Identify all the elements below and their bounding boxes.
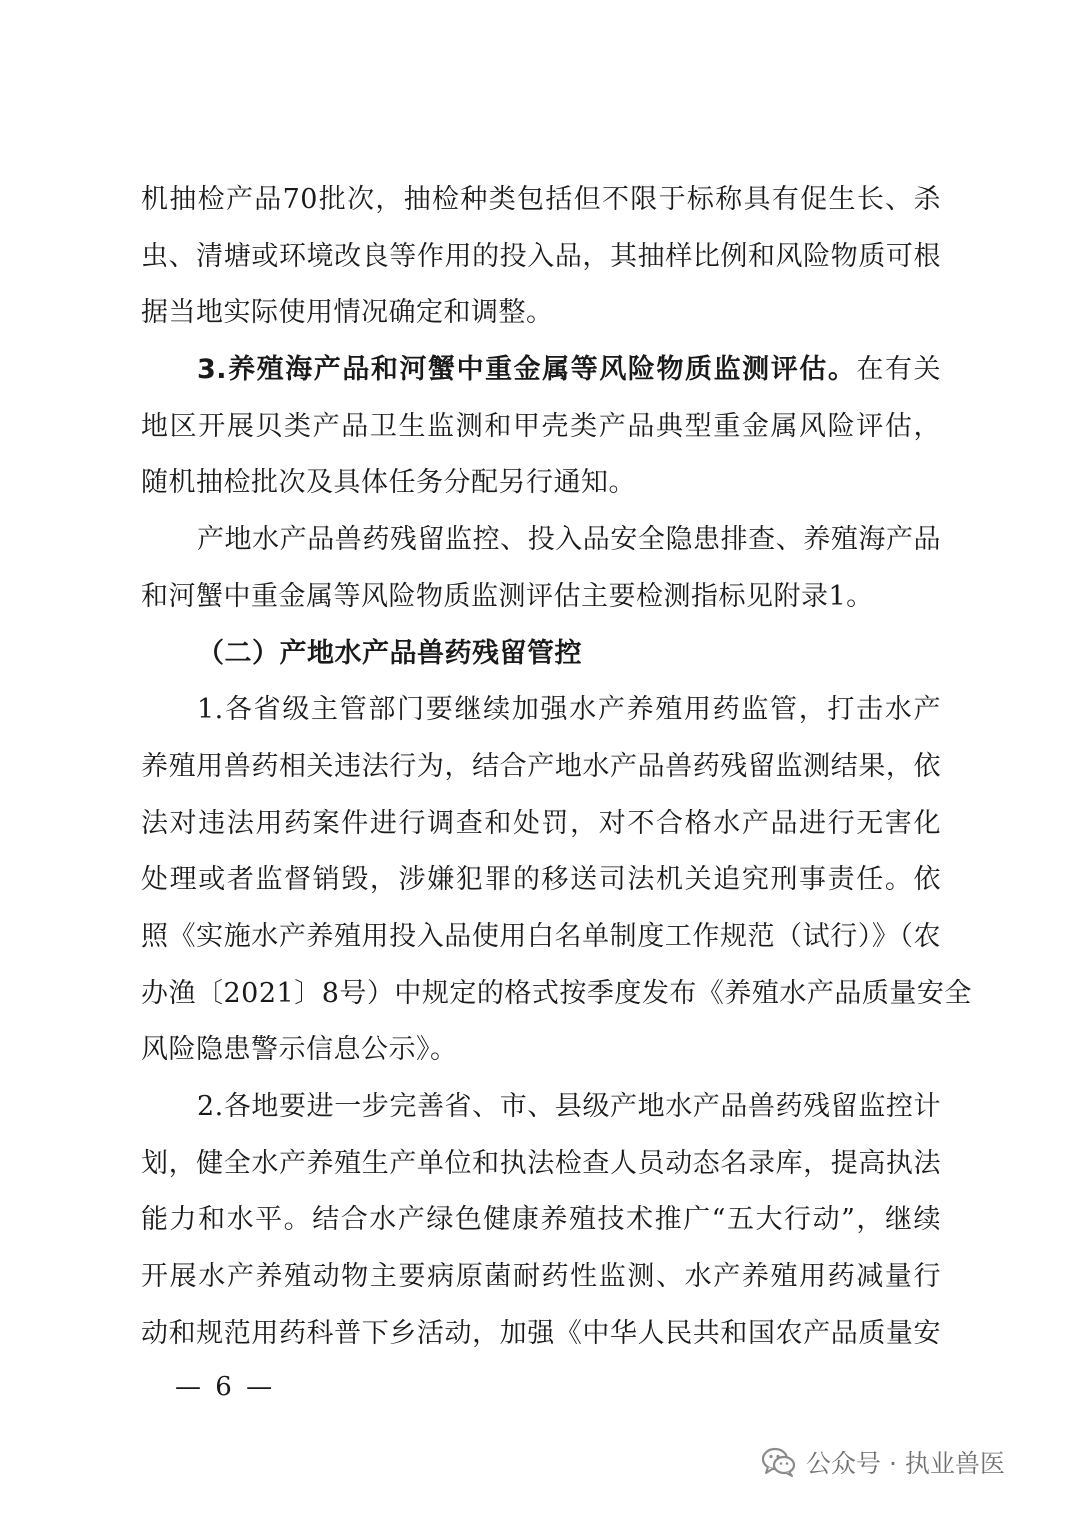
text-line: 产地水产品兽药残留监控、投入品安全隐患排查、养殖海产品 (197, 524, 941, 556)
text-line: 能力和水平。结合水产绿色健康养殖技术推广“五大行动”，继续 (141, 1204, 941, 1236)
text-line: 办渔〔2021〕8号）中规定的格式按季度发布《养殖水产品质量安全 (141, 977, 972, 1009)
text-line: 处理或者监督销毁，涉嫌犯罪的移送司法机关追究刑事责任。依 (141, 864, 941, 896)
text-line: 2.各地要进一步完善省、市、县级产地水产品兽药残留监控计 (197, 1091, 941, 1122)
section-heading: 3.养殖海产品和河蟹中重金属等风险物质监测评估。 (197, 354, 857, 386)
text-line: 地区开展贝类产品卫生监测和甲壳类产品典型重金属风险评估， (141, 410, 941, 442)
subsection-heading: （二）产地水产品兽药残留管控 (197, 637, 582, 669)
text-line: 动和规范用药科普下乡活动，加强《中华人民共和国农产品质量安 (141, 1317, 941, 1349)
text-line: 法对违法用药案件进行调查和处罚，对不合格水产品进行无害化 (141, 807, 941, 839)
watermark (762, 1440, 1005, 1484)
text-line: 开展水产养殖动物主要病原菌耐药性监测、水产养殖用药减量行 (141, 1261, 941, 1293)
text-line: 划，健全水产养殖生产单位和执法检查人员动态名录库，提高执法 (141, 1147, 941, 1179)
text-line: 养殖用兽药相关违法行为，结合产地水产品兽药残留监测结果，依 (141, 750, 941, 782)
text-line: 和河蟹中重金属等风险物质监测评估主要检测指标见附录1。 (141, 580, 874, 612)
text-line (141, 342, 941, 399)
text-line: 随机抽检批次及具体任务分配另行通知。 (141, 467, 636, 499)
wechat-icon (762, 1447, 796, 1477)
text-line: 虫、清塘或环境改良等作用的投入品，其抽样比例和风险物质可根 (141, 240, 941, 272)
page-number: — 6 — (175, 1372, 276, 1402)
document-body (141, 172, 972, 1362)
text-line: 机抽检产品70批次，抽检种类包括但不限于标称具有促生长、杀 (141, 184, 941, 215)
text-run: 在有关 (856, 354, 942, 386)
text-line: 1.各省级主管部门要继续加强水产养殖用药监管，打击水产 (197, 694, 941, 726)
text-line: 据当地实际使用情况确定和调整。 (141, 297, 554, 329)
text-line: 风险隐患警示信息公示》。 (141, 1034, 458, 1066)
watermark-text: 公众号 · 执业兽医 (806, 1449, 1005, 1478)
text-line: 照《实施水产养殖用投入品使用白名单制度工作规范（试行）》（农 (141, 920, 941, 952)
